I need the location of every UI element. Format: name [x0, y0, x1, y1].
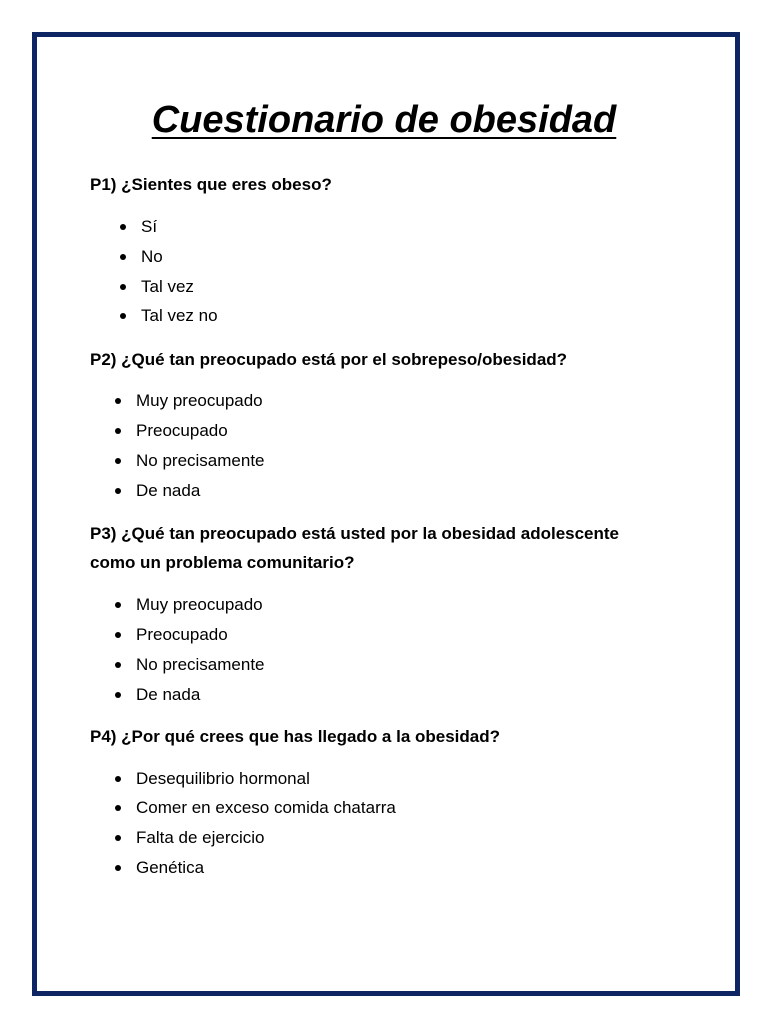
option-label: De nada: [136, 481, 201, 500]
option-label: No precisamente: [136, 451, 265, 470]
bullet-icon: [115, 458, 121, 464]
option-label: No precisamente: [136, 655, 265, 674]
option-label: Sí: [141, 217, 158, 236]
option-label: Muy preocupado: [136, 391, 263, 410]
question-2: P2) ¿Qué tan preocupado está por el sobrepeso/obesidad?: [90, 350, 568, 369]
bullet-icon: [115, 805, 121, 811]
question-3-line-1: P3) ¿Qué tan preocupado está usted por la obesidad adolescente: [90, 524, 620, 543]
option-label: No: [141, 247, 163, 266]
option-label: Muy preocupado: [136, 595, 263, 614]
option-label: Falta de ejercicio: [136, 828, 265, 847]
bullet-icon: [120, 284, 126, 290]
question-4: P4) ¿Por qué crees que has llegado a la obesidad?: [90, 727, 501, 746]
option-label: Desequilibrio hormonal: [136, 769, 310, 788]
bullet-icon: [115, 865, 121, 871]
bullet-icon: [115, 662, 121, 668]
option-label: Tal vez no: [141, 306, 218, 325]
option-label: Comer en exceso comida chatarra: [136, 798, 396, 817]
bullet-icon: [120, 313, 126, 319]
bullet-icon: [120, 224, 126, 230]
question-1: P1) ¿Sientes que eres obeso?: [90, 175, 332, 194]
page-title: Cuestionario de obesidad: [151, 99, 617, 141]
option-label: Preocupado: [136, 625, 228, 644]
option-label: Tal vez: [141, 277, 194, 296]
question-3-line-2: como un problema comunitario?: [90, 553, 355, 572]
bullet-icon: [115, 428, 121, 434]
bullet-icon: [115, 488, 121, 494]
option-label: De nada: [136, 685, 201, 704]
bullet-icon: [115, 776, 121, 782]
option-label: Genética: [136, 858, 205, 877]
bullet-icon: [115, 692, 121, 698]
bullet-icon: [115, 398, 121, 404]
bullet-icon: [115, 602, 121, 608]
bullet-icon: [115, 632, 121, 638]
bullet-icon: [120, 254, 126, 260]
option-label: Preocupado: [136, 421, 228, 440]
bullet-icon: [115, 835, 121, 841]
